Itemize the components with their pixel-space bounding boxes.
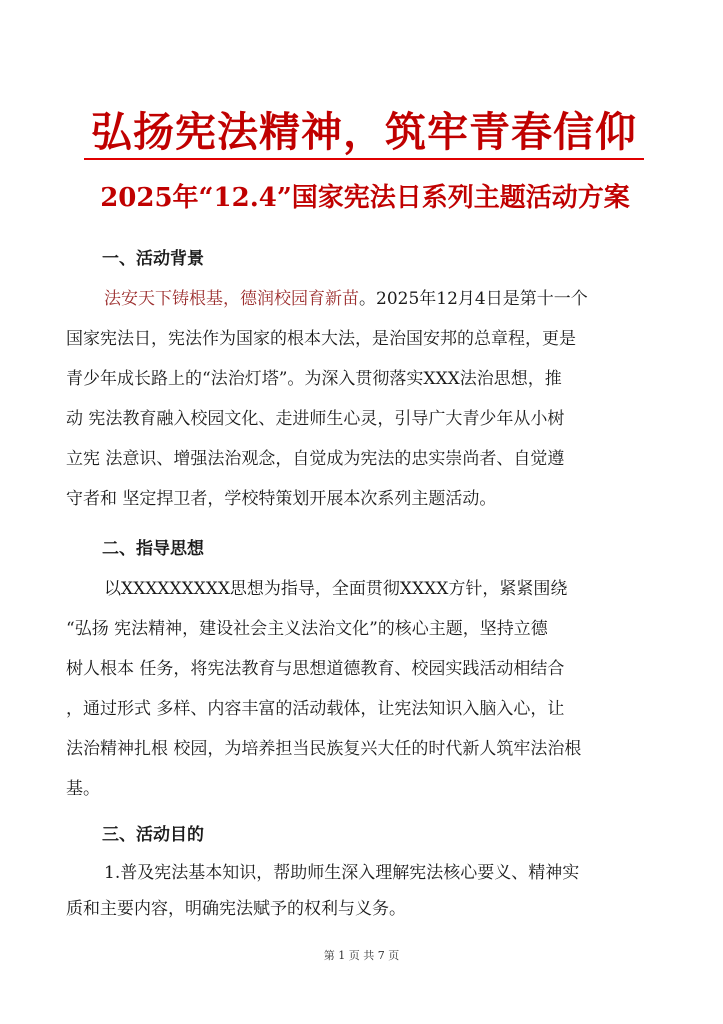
section-heading-guiding: 二、指导思想 bbox=[102, 539, 204, 559]
paragraph-line: “弘扬 宪法精神，建设社会主义法治文化”的核心主题，坚持立德 bbox=[66, 619, 548, 639]
document-title: 弘扬宪法精神，筑牢青春信仰 bbox=[91, 108, 637, 156]
page-number-footer: 第 1 页 共 7 页 bbox=[323, 949, 400, 962]
paragraph-line: 立宪 法意识、增强法治观念，自觉成为宪法的忠实崇尚者、自觉遵 bbox=[66, 449, 565, 469]
highlight-phrase: 法安天下铸根基，德润校园育新苗 bbox=[104, 289, 359, 309]
document-subtitle: 2025年“12.4”国家宪法日系列主题活动方案 bbox=[100, 183, 630, 213]
section-body-guiding bbox=[66, 569, 656, 809]
paragraph-line: 1.普及宪法基本知识，帮助师生深入理解宪法核心要义、精神实 bbox=[104, 863, 580, 883]
section-heading-background: 一、活动背景 bbox=[102, 249, 204, 269]
section-body-purpose bbox=[66, 855, 656, 927]
paragraph-line: 国家宪法日，宪法作为国家的根本大法，是治国安邦的总章程，更是 bbox=[66, 329, 576, 349]
paragraph-line: 树人根本 任务，将宪法教育与思想道德教育、校园实践活动相结合 bbox=[66, 659, 565, 679]
paragraph-line: 动 宪法教育融入校园文化、走进师生心灵，引导广大青少年从小树 bbox=[66, 409, 565, 429]
paragraph-line: ，通过形式 多样、内容丰富的活动载体，让宪法知识入脑入心，让 bbox=[66, 699, 565, 719]
paragraph-line: 以XXXXXXXXX思想为指导，全面贯彻XXXX方针，紧紧围绕 bbox=[104, 579, 568, 599]
paragraph-line: 青少年成长路上的“法治灯塔”。为深入贯彻落实XXX法治思想，推 bbox=[66, 369, 562, 389]
paragraph-line: 守者和 坚定捍卫者，学校特策划开展本次系列主题活动。 bbox=[66, 489, 497, 509]
paragraph-line: 法治精神扎根 校园，为培养担当民族复兴大任的时代新人筑牢法治根 bbox=[66, 739, 582, 759]
section-body-background bbox=[66, 279, 656, 519]
title-underline bbox=[84, 158, 644, 160]
paragraph-line: 法安天下铸根基，德润校园育新苗。2025年12月4日是第十一个 bbox=[104, 289, 588, 309]
paragraph-line: 质和主要内容，明确宪法赋予的权利与义务。 bbox=[66, 899, 406, 919]
section-heading-purpose: 三、活动目的 bbox=[102, 825, 204, 845]
paragraph-line: 基。 bbox=[66, 779, 100, 799]
